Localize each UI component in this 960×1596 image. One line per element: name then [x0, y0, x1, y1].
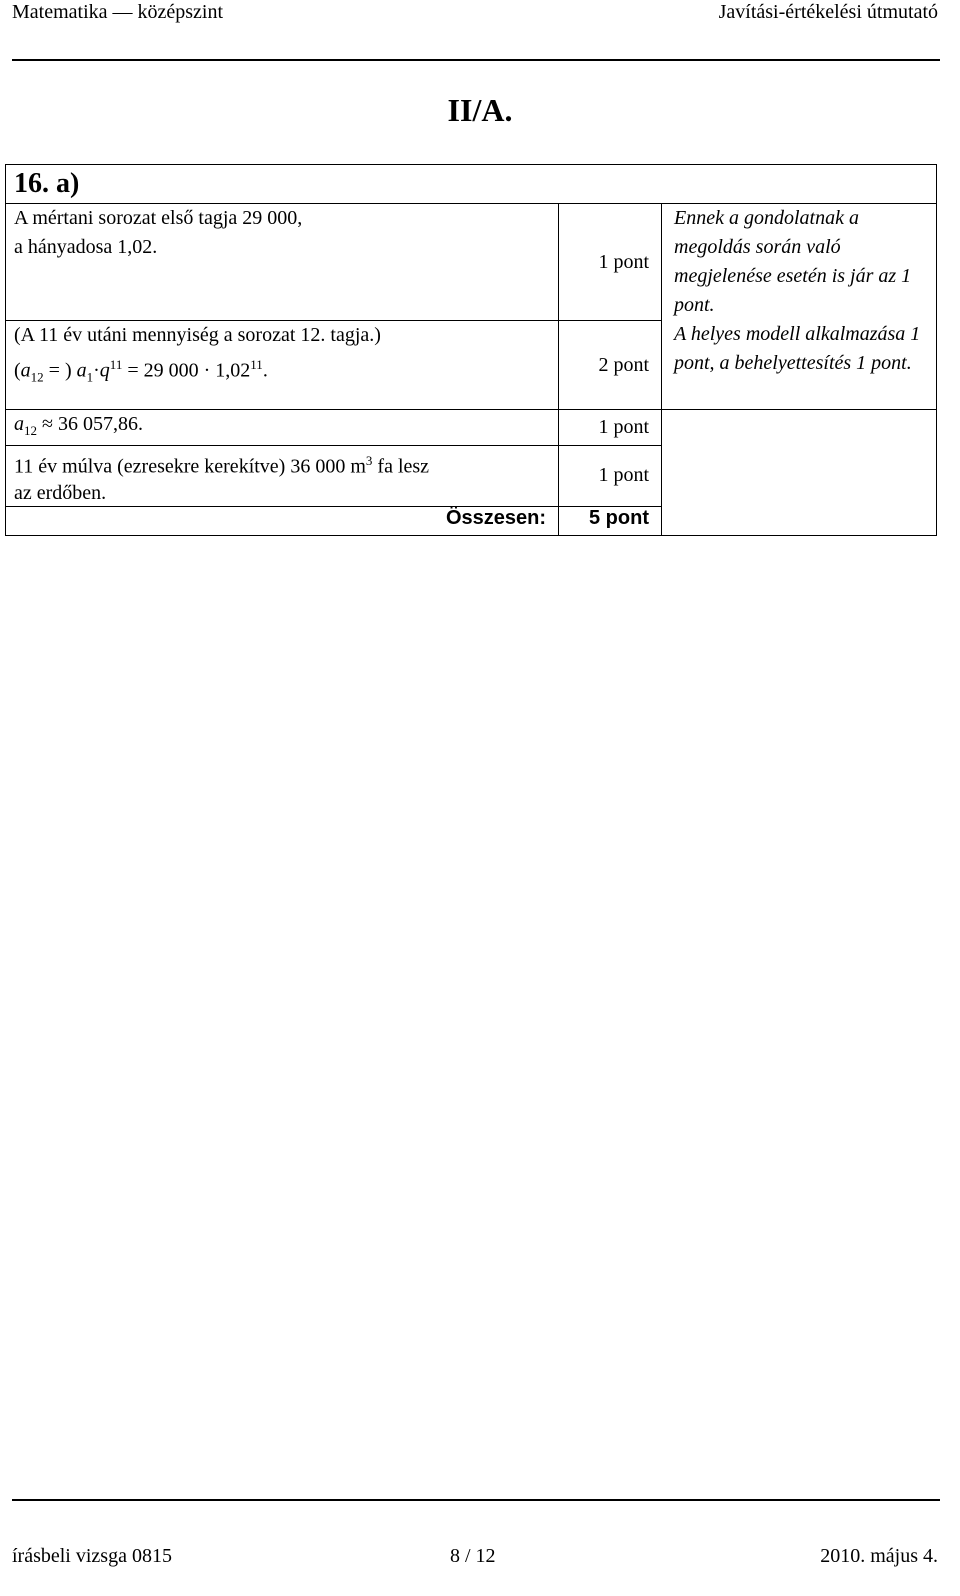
note-1: Ennek a gondolatnak a megoldás során való megjelenése esetén is jár az 1 pont. [674, 207, 912, 316]
section-title: II/A. [447, 92, 513, 128]
step-4-line-1: 11 év múlva (ezresekre kerekítve) 36 000 m [14, 455, 366, 478]
table-row [6, 204, 937, 321]
step-1-points: 1 pont [559, 204, 662, 321]
total-value: 5 pont [559, 506, 662, 535]
step-1-line-1: A mértani sorozat első tagja 29 000, [14, 207, 303, 229]
step-4-sup: 3 [365, 453, 373, 468]
step-2 [6, 321, 559, 410]
solution-table [5, 164, 937, 536]
note-2: A helyes modell alkalmazása 1 pont, a behelyettesítés 1 pont. [674, 323, 921, 374]
step-4 [6, 446, 559, 507]
table-row [6, 410, 937, 446]
step-1-line-2: a hányadosa 1,02. [14, 236, 158, 258]
footer-divider [12, 1499, 940, 1501]
notes-cell [662, 204, 937, 410]
step-2-line-1: (A 11 év utáni mennyiség a sorozat 12. tagja.) [14, 324, 381, 346]
step-4-line-2: az erdőben. [14, 481, 107, 504]
step-2-points: 2 pont [559, 321, 662, 410]
step-4-points: 1 pont [559, 446, 662, 507]
step-3: $a_{12} \approx 36$ 057,86. [6, 410, 559, 446]
header-divider [12, 59, 940, 61]
footer-date: 2010. május 4. [820, 1545, 938, 1567]
problem-title-row [6, 165, 937, 204]
header-right: Javítási-értékelési útmutató [718, 1, 938, 23]
footer-left: írásbeli vizsga 0815 [12, 1545, 172, 1567]
header-left: Matematika — középszint [12, 1, 224, 23]
step-1 [6, 204, 559, 321]
step-2-formula: ($a_{12}$ = ) $a_1\cdot q^{11} = 29$ $000 \cdot 1,02^{11}$. [14, 357, 268, 385]
total-label: Összesen: [6, 506, 559, 535]
problem-title: 16. a) [6, 165, 937, 204]
footer-page-number: 8 / 12 [450, 1545, 496, 1567]
step-3-value: 36 057,86. [57, 413, 143, 435]
empty-note-cell [662, 410, 937, 536]
step-3-points: 1 pont [559, 410, 662, 446]
step-4-line-1-end: fa lesz [372, 455, 430, 478]
